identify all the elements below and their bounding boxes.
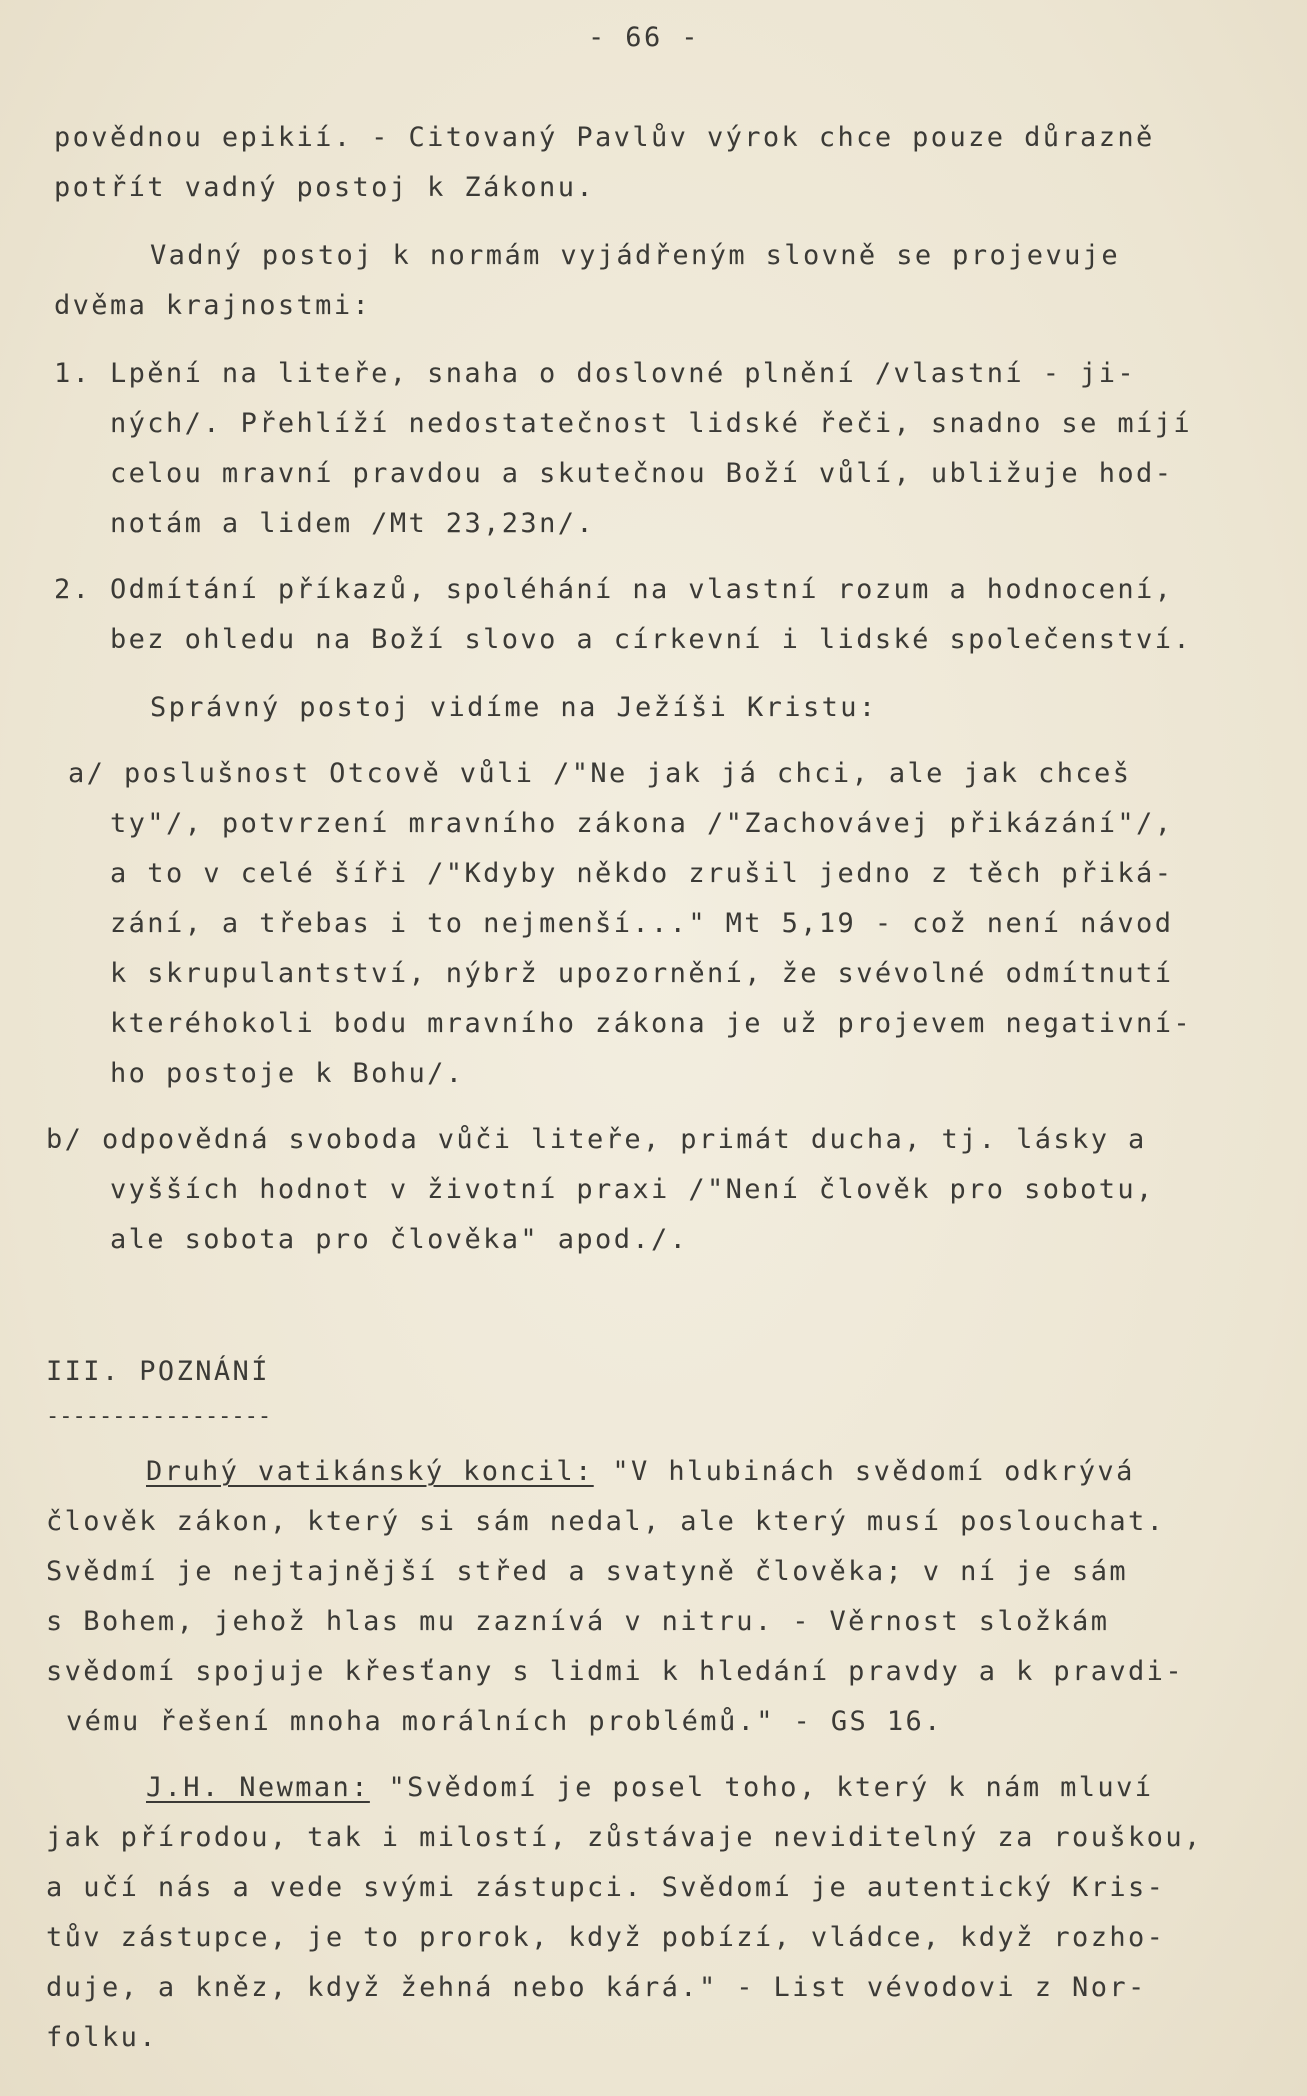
- page-number: - 66 -: [588, 22, 700, 53]
- text-line: a učí nás a vede svými zástupci. Svědomí je autentický Kris-: [46, 1872, 1166, 1903]
- text-line: ale sobota pro člověka" apod./.: [110, 1224, 689, 1255]
- section-heading: III. POZNÁNÍ: [46, 1356, 270, 1387]
- text-line: Správný postoj vidíme na Ježíši Kristu:: [150, 692, 878, 723]
- text-line: notám a lidem /Mt 23,23n/.: [110, 508, 596, 539]
- text-line: tův zástupce, je to prorok, když pobízí, vládce, když rozho-: [46, 1922, 1166, 1953]
- text-line: zání, a třebas i to nejmenší..." Mt 5,19 - což není návod: [110, 908, 1174, 939]
- text-line: člověk zákon, který si sám nedal, ale který musí poslouchat.: [46, 1506, 1166, 1537]
- text-line: jak přírodou, tak i milostí, zůstávaje neviditelný za rouškou,: [46, 1822, 1203, 1853]
- text-line: a to v celé šíři /"Kdyby někdo zrušil jedno z těch přiká-: [110, 858, 1174, 889]
- quote-text: "V hlubinách svědomí odkrývá: [593, 1456, 1135, 1487]
- text-line: vému řešení mnoha morálních problémů." - GS 16.: [66, 1706, 943, 1737]
- text-line: ho postoje k Bohu/.: [110, 1058, 465, 1089]
- text-line: povědnou epikií. - Citovaný Pavlův výrok chce pouze důrazně: [54, 122, 1155, 153]
- text-line: vyšších hodnot v životní praxi /"Není člověk pro sobotu,: [110, 1174, 1155, 1205]
- quote-line: [146, 1456, 1135, 1488]
- quote-source-newman: J.H. Newman:: [146, 1772, 370, 1803]
- text-line: bez ohledu na Boží slovo a církevní i lidské společenství.: [110, 624, 1193, 655]
- text-line: ty"/, potvrzení mravního zákona /"Zachovávej přikázání"/,: [110, 808, 1174, 839]
- text-line: k skrupulantství, nýbrž upozornění, že svévolné odmítnutí: [110, 958, 1174, 989]
- text-line: s Bohem, jehož hlas mu zaznívá v nitru. - Věrnost složkám: [46, 1606, 1110, 1637]
- list-item-a: a/ poslušnost Otcově vůli /"Ne jak já chci, ale jak chceš: [68, 758, 1132, 789]
- heading-underline: -----------------: [46, 1404, 272, 1429]
- text-line: duje, a kněz, když žehná nebo kárá." - List vévodovi z Nor-: [46, 1972, 1147, 2003]
- text-line: kteréhokoli bodu mravního zákona je už projevem negativní-: [110, 1008, 1193, 1039]
- text-line: Svědmí je nejtajnější střed a svatyně člověka; v ní je sám: [46, 1556, 1129, 1587]
- text-line: potřít vadný postoj k Zákonu.: [54, 172, 596, 203]
- list-item-1: 1. Lpění na liteře, snaha o doslovné plnění /vlastní - ji-: [54, 358, 1137, 389]
- quote-line: [146, 1772, 1153, 1804]
- text-line: ných/. Přehlíží nedostatečnost lidské řeči, snadno se míjí: [110, 408, 1193, 439]
- text-line: folku.: [46, 2022, 158, 2053]
- list-item-b: b/ odpovědná svoboda vůči liteře, primát ducha, tj. lásky a: [46, 1124, 1147, 1155]
- text-line: celou mravní pravdou a skutečnou Boží vůlí, ubližuje hod-: [110, 458, 1174, 489]
- quote-text: "Svědomí je posel toho, který k nám mluví: [369, 1772, 1154, 1803]
- text-line: dvěma krajnostmi:: [54, 290, 372, 321]
- quote-source-vatican-ii: Druhý vatikánský koncil:: [146, 1456, 594, 1487]
- list-item-2: 2. Odmítání příkazů, spoléhání na vlastní rozum a hodnocení,: [54, 574, 1174, 605]
- text-line: Vadný postoj k normám vyjádřeným slovně se projevuje: [150, 240, 1121, 271]
- text-line: svědomí spojuje křesťany s lidmi k hledání pravdy a k pravdi-: [46, 1656, 1184, 1687]
